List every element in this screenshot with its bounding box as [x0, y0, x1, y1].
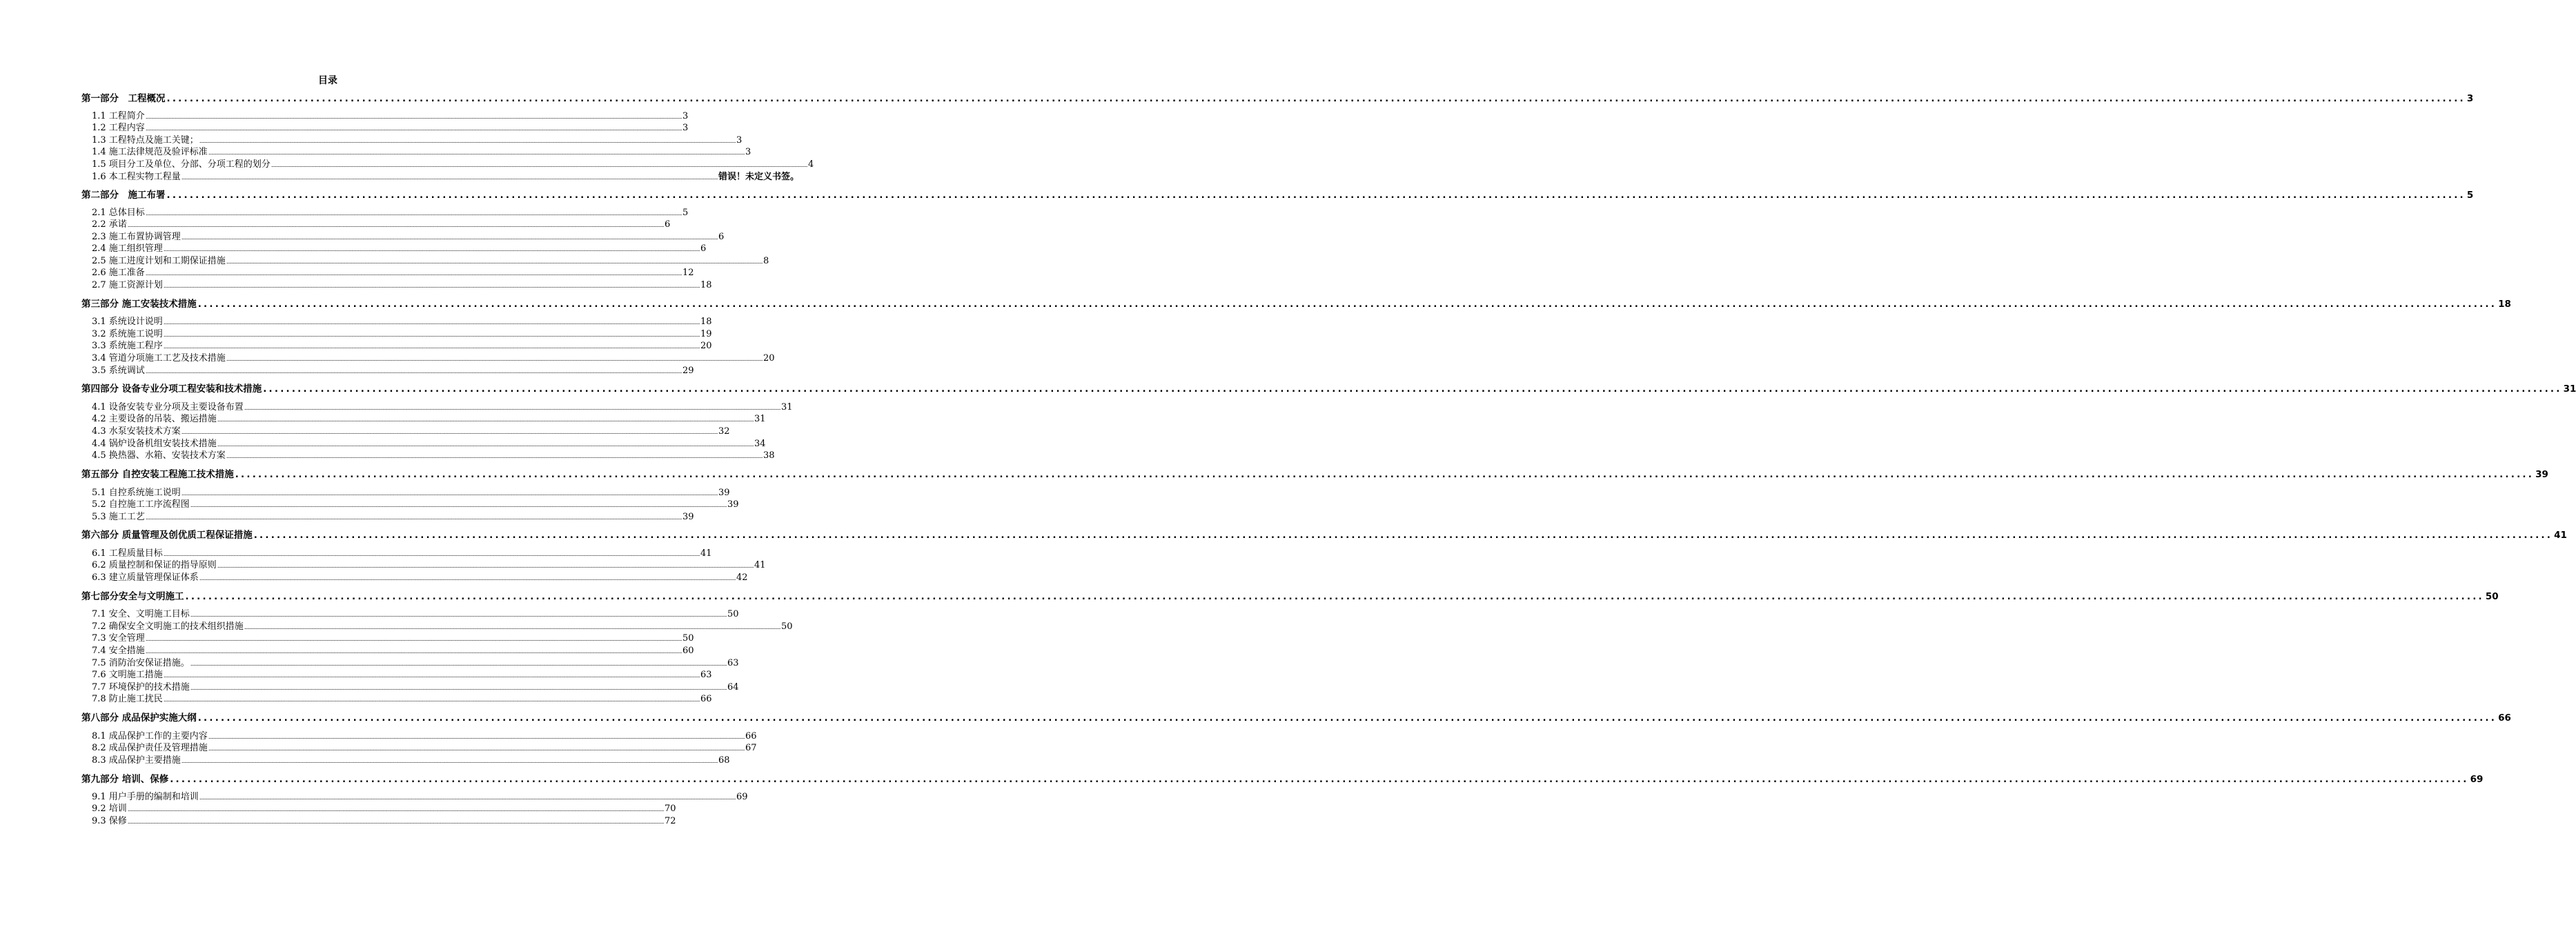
toc-entry-page-number: 6	[665, 219, 671, 230]
toc-entry-page-number: 3	[682, 123, 689, 133]
toc-entry-label: 1.3 工程特点及施工关键；	[92, 135, 199, 146]
dot-leader: ................................................................................................................................................................................................................................................................................................................................................................................................................	[199, 138, 736, 144]
toc-entry-page-number: 5	[682, 208, 689, 218]
dot-leader: ................................................................................................................................................................................................................................................................................................................................................................................................................	[145, 126, 682, 132]
toc-entry-page-number: 68	[718, 755, 730, 766]
toc-entry-page-number: 8	[763, 256, 769, 266]
dot-leader: ................................................................................................................................................................................................................................................................................................................................................................................................................	[145, 210, 682, 217]
toc-entry-page-number: 6	[700, 243, 707, 254]
toc-section-heading-label: 第四部分 设备专业分项工程安装和技术措施	[81, 383, 262, 395]
dot-leader: ................................................................................................................................................................................................................................................................................................................................................................................................................	[145, 368, 682, 375]
toc-entry-page-number: 60	[682, 646, 694, 656]
toc-entry-page-number: 12	[682, 268, 694, 278]
dot-leader: ................................................................................................................................................................................................................................................................................................................................................................................................................	[166, 190, 2466, 201]
dot-leader: ................................................................................................................................................................................................................................................................................................................................................................................................................	[127, 819, 665, 825]
toc-entry-label: 4.2 主要设备的吊装、搬运措施	[92, 414, 217, 424]
toc-entry[interactable]	[92, 134, 743, 146]
toc-entry-label: 4.4 锅炉设备机组安装技术措施	[92, 439, 217, 449]
toc-section-heading-page-number: 66	[2498, 712, 2511, 724]
toc-entry-page-number: 29	[682, 366, 694, 376]
toc-entry[interactable]	[92, 267, 694, 279]
toc-entry-page-number: 42	[736, 572, 748, 583]
dot-leader: ................................................................................................................................................................................................................................................................................................................................................................................................................	[163, 283, 700, 289]
toc-entry-page-number: 50	[781, 621, 793, 632]
toc-entry[interactable]	[92, 401, 793, 413]
toc-section-heading-label: 第一部分 工程概况	[81, 93, 166, 104]
dot-leader: ................................................................................................................................................................................................................................................................................................................................................................................................................	[217, 441, 754, 448]
dot-leader: ................................................................................................................................................................................................................................................................................................................................................................................................................	[127, 222, 665, 228]
dot-leader: ................................................................................................................................................................................................................................................................................................................................................................................................................	[208, 734, 745, 740]
toc-entry-label: 8.3 成品保护主要措施	[92, 755, 181, 766]
toc-entry[interactable]	[92, 742, 757, 754]
toc-entry-label: 6.2 质量控制和保证的指导原则	[92, 560, 217, 570]
toc-entry-page-number: 70	[665, 804, 676, 814]
toc-entry[interactable]	[92, 426, 730, 437]
toc-entry-label: 9.2 培训	[92, 804, 127, 814]
toc-section-heading-label: 第三部分 施工安装技术措施	[81, 299, 197, 310]
toc-entry[interactable]	[92, 122, 689, 134]
toc-entry-label: 7.4 安全措施	[92, 646, 145, 656]
dot-leader: ................................................................................................................................................................................................................................................................................................................................................................................................................	[244, 624, 781, 630]
toc-entry[interactable]	[92, 669, 712, 681]
toc-entry-label: 5.2 自控施工工序流程图	[92, 499, 190, 510]
dot-leader: ................................................................................................................................................................................................................................................................................................................................................................................................................	[170, 774, 2469, 785]
toc-entry[interactable]	[92, 548, 712, 559]
toc-entry-label: 1.5 项目分工及单位、分部、分项工程的划分	[92, 159, 271, 170]
toc-entry[interactable]	[92, 219, 671, 230]
toc-entry-page-number: 20	[763, 353, 775, 363]
toc-entry-label: 2.5 施工进度计划和工期保证措施	[92, 256, 226, 266]
dot-leader: ................................................................................................................................................................................................................................................................................................................................................................................................................	[217, 417, 754, 423]
toc-section-heading[interactable]	[81, 298, 2511, 310]
dot-leader: ................................................................................................................................................................................................................................................................................................................................................................................................................	[263, 383, 2562, 395]
toc-section-heading-label: 第五部分 自控安装工程施工技术措施	[81, 469, 234, 480]
dot-leader: ................................................................................................................................................................................................................................................................................................................................................................................................................	[166, 93, 2466, 104]
toc-entry-label: 4.5 换热器、水箱、安装技术方案	[92, 450, 226, 461]
toc-section-heading-label: 第九部分 培训、保修	[81, 774, 169, 785]
toc-entry-page-number: 39	[718, 488, 730, 498]
dot-leader: ................................................................................................................................................................................................................................................................................................................................................................................................................	[226, 356, 763, 362]
dot-leader: ................................................................................................................................................................................................................................................................................................................................................................................................................	[217, 563, 754, 569]
toc-entry-label: 4.3 水泵安装技术方案	[92, 426, 181, 437]
toc-entry-label: 1.4 施工法律规范及验评标准	[92, 147, 208, 157]
toc-entry[interactable]	[92, 146, 751, 158]
toc-entry[interactable]	[92, 730, 757, 742]
toc-entry-label: 2.4 施工组织管理	[92, 243, 163, 254]
dot-leader: ................................................................................................................................................................................................................................................................................................................................................................................................................	[197, 299, 2497, 310]
toc-entry-label: 5.3 施工工艺	[92, 512, 145, 522]
toc-section-heading-page-number: 39	[2535, 469, 2548, 480]
dot-leader: ................................................................................................................................................................................................................................................................................................................................................................................................................	[145, 636, 682, 642]
toc-entry-page-number: 6	[718, 232, 725, 242]
dot-leader: ................................................................................................................................................................................................................................................................................................................................................................................................................	[226, 453, 763, 459]
toc-entry-page-number: 41	[700, 548, 712, 559]
dot-leader: ................................................................................................................................................................................................................................................................................................................................................................................................................	[197, 712, 2497, 724]
toc-entry-page-number: 64	[727, 682, 739, 692]
toc-section-heading[interactable]	[81, 590, 2499, 603]
toc-entry[interactable]	[92, 632, 694, 644]
dot-leader: ................................................................................................................................................................................................................................................................................................................................................................................................................	[181, 175, 718, 181]
toc-entry[interactable]	[92, 499, 739, 510]
dot-leader: ................................................................................................................................................................................................................................................................................................................................................................................................................	[244, 405, 781, 411]
toc-entry-page-number: 67	[745, 743, 757, 753]
dot-leader: ................................................................................................................................................................................................................................................................................................................................................................................................................	[145, 648, 682, 655]
toc-section-heading-page-number: 18	[2498, 299, 2511, 310]
toc-section-heading[interactable]	[81, 712, 2511, 724]
toc-entry-label: 2.2 承诺	[92, 219, 127, 230]
toc-section-heading-label: 第八部分 成品保护实施大纲	[81, 712, 197, 724]
toc-entry[interactable]	[92, 572, 748, 584]
toc-section-heading-page-number: 50	[2485, 591, 2499, 602]
toc-entry-label: 8.2 成品保护责任及管理措施	[92, 743, 208, 753]
dot-leader: ................................................................................................................................................................................................................................................................................................................................................................................................................	[226, 259, 763, 265]
toc-entry[interactable]	[92, 316, 712, 328]
toc-entry-page-number: 4	[808, 159, 814, 170]
toc-entry-label: 9.3 保修	[92, 816, 127, 826]
dot-leader: ................................................................................................................................................................................................................................................................................................................................................................................................................	[145, 515, 682, 521]
dot-leader: ................................................................................................................................................................................................................................................................................................................................................................................................................	[181, 235, 718, 241]
toc-entry-label: 7.2 确保安全文明施工的技术组织措施	[92, 621, 244, 632]
toc-entry-label: 2.7 施工资源计划	[92, 280, 163, 290]
toc-section-heading-label: 第六部分 质量管理及创优质工程保证措施	[81, 530, 253, 541]
toc-entry-page-number: 20	[700, 341, 712, 351]
toc-entry-page-number: 63	[727, 658, 739, 668]
toc-entry-label: 1.2 工程内容	[92, 123, 145, 133]
toc-entry[interactable]	[92, 171, 800, 183]
toc-entry-page-number: 66	[700, 694, 712, 704]
dot-leader: ................................................................................................................................................................................................................................................................................................................................................................................................................	[163, 697, 700, 703]
toc-entry-label: 3.4 管道分项施工工艺及技术措施	[92, 353, 226, 363]
toc-section-heading[interactable]	[81, 189, 2474, 201]
toc-entry-label: 2.6 施工准备	[92, 268, 145, 278]
toc-entry-label: 8.1 成品保护工作的主要内容	[92, 731, 208, 741]
toc-section-heading[interactable]	[81, 529, 2567, 541]
dot-leader: ................................................................................................................................................................................................................................................................................................................................................................................................................	[163, 672, 700, 679]
toc-entry[interactable]	[92, 365, 694, 377]
toc-entry-label: 9.1 用户手册的编制和培训	[92, 792, 199, 802]
toc-entry[interactable]	[92, 352, 775, 364]
toc-entry-page-number: 39	[682, 512, 694, 522]
toc-entry[interactable]	[92, 340, 712, 352]
toc-entry[interactable]	[92, 511, 694, 523]
toc-entry[interactable]	[92, 255, 769, 267]
toc-entry[interactable]	[92, 159, 814, 170]
dot-leader: ................................................................................................................................................................................................................................................................................................................................................................................................................	[190, 685, 727, 691]
toc-entry-page-number: 50	[682, 633, 694, 644]
toc-section-heading[interactable]	[81, 773, 2484, 786]
dot-leader: ................................................................................................................................................................................................................................................................................................................................................................................................................	[190, 502, 727, 508]
toc-section-heading-page-number: 5	[2466, 190, 2474, 201]
toc-entry-page-number: 31	[754, 414, 766, 424]
toc-entry[interactable]	[92, 328, 712, 340]
toc-section-heading-label: 第七部分安全与文明施工	[81, 591, 184, 602]
toc-entry-label: 3.1 系统设计说明	[92, 317, 163, 327]
toc-entry-label: 1.1 工程简介	[92, 111, 145, 121]
toc-entry-label: 6.1 工程质量目标	[92, 548, 163, 559]
toc-entry-label: 7.7 环境保护的技术措施	[92, 682, 190, 692]
toc-entry-page-number: 18	[700, 280, 712, 290]
toc-entry-label: 4.1 设备安装专业分项及主要设备布置	[92, 402, 244, 412]
toc-entry-label: 3.2 系统施工说明	[92, 329, 163, 339]
toc-entry-page-number: 34	[754, 439, 766, 449]
toc-entry[interactable]	[92, 279, 712, 291]
toc-section-heading-label: 第二部分 施工布署	[81, 190, 166, 201]
dot-leader: ................................................................................................................................................................................................................................................................................................................................................................................................................	[185, 591, 2484, 602]
toc-entry-label: 6.3 建立质量管理保证体系	[92, 572, 199, 583]
dot-leader: ................................................................................................................................................................................................................................................................................................................................................................................................................	[145, 270, 682, 277]
toc-entry[interactable]	[92, 450, 775, 461]
toc-entry-page-number: 3	[736, 135, 743, 146]
dot-leader: ................................................................................................................................................................................................................................................................................................................................................................................................................	[163, 246, 700, 252]
toc-section-heading[interactable]	[81, 383, 2576, 395]
toc-entry-page-number: 3	[745, 147, 751, 157]
toc-entry-label: 2.3 施工布置协调管理	[92, 232, 181, 242]
dot-leader: ................................................................................................................................................................................................................................................................................................................................................................................................................	[145, 114, 682, 120]
toc-entry-page-number: 31	[781, 402, 793, 412]
toc-entry-page-number: 72	[665, 816, 676, 826]
toc-title: 目录	[318, 75, 337, 86]
toc-entry[interactable]	[92, 755, 730, 766]
toc-section-heading[interactable]	[81, 92, 2474, 105]
toc-entry[interactable]	[92, 243, 707, 255]
toc-entry-label: 7.6 文明施工措施	[92, 670, 163, 680]
toc-entry[interactable]	[92, 657, 739, 669]
toc-section-heading-page-number: 69	[2470, 774, 2484, 785]
dot-leader: ................................................................................................................................................................................................................................................................................................................................................................................................................	[181, 490, 718, 497]
dot-leader: ................................................................................................................................................................................................................................................................................................................................................................................................................	[163, 332, 700, 338]
toc-entry-label: 7.5 消防治安保证措施。	[92, 658, 190, 668]
toc-entry[interactable]	[92, 621, 793, 632]
toc-section-heading-page-number: 41	[2554, 530, 2567, 541]
toc-entry[interactable]	[92, 413, 766, 425]
toc-section-heading-page-number: 3	[2466, 93, 2474, 104]
toc-section-heading-page-number: 31	[2563, 383, 2576, 395]
toc-entry-page-number: 错误！未定义书签。	[718, 172, 800, 182]
toc-entry-page-number: 69	[736, 792, 748, 802]
toc-entry[interactable]	[92, 207, 689, 219]
toc-entry[interactable]	[92, 645, 694, 657]
toc-entry-page-number: 18	[700, 317, 712, 327]
dot-leader: ................................................................................................................................................................................................................................................................................................................................................................................................................	[181, 758, 718, 764]
toc-entry-page-number: 66	[745, 731, 757, 741]
toc-entry[interactable]	[92, 438, 766, 450]
toc-section-heading[interactable]	[81, 468, 2548, 481]
dot-leader: ................................................................................................................................................................................................................................................................................................................................................................................................................	[199, 575, 736, 581]
dot-leader: ................................................................................................................................................................................................................................................................................................................................................................................................................	[181, 429, 718, 435]
toc-entry-page-number: 63	[700, 670, 712, 680]
toc-entry-page-number: 39	[727, 499, 739, 510]
toc-entry-label: 7.8 防止施工扰民	[92, 694, 163, 704]
toc-entry[interactable]	[92, 693, 712, 705]
toc-entry-page-number: 38	[763, 450, 775, 461]
toc-entry-label: 1.6 本工程实物工程量	[92, 172, 181, 182]
toc-entry-label: 2.1 总体目标	[92, 208, 145, 218]
toc-entry[interactable]	[92, 791, 748, 803]
toc-entry[interactable]	[92, 815, 676, 827]
dot-leader: ................................................................................................................................................................................................................................................................................................................................................................................................................	[163, 343, 700, 350]
dot-leader: ................................................................................................................................................................................................................................................................................................................................................................................................................	[190, 661, 727, 667]
toc-entry[interactable]	[92, 681, 739, 693]
toc-entry[interactable]	[92, 231, 725, 243]
toc-entry-label: 7.3 安全管理	[92, 633, 145, 644]
toc-entry-label: 7.1 安全、文明施工目标	[92, 609, 190, 619]
dot-leader: ................................................................................................................................................................................................................................................................................................................................................................................................................	[208, 746, 745, 752]
dot-leader: ................................................................................................................................................................................................................................................................................................................................................................................................................	[163, 319, 700, 326]
toc-entry[interactable]	[92, 110, 689, 122]
dot-leader: ................................................................................................................................................................................................................................................................................................................................................................................................................	[271, 162, 808, 168]
toc-entry-label: 3.3 系统施工程序	[92, 341, 163, 351]
dot-leader: ................................................................................................................................................................................................................................................................................................................................................................................................................	[235, 469, 2535, 480]
toc-entry-page-number: 50	[727, 609, 739, 619]
dot-leader: ................................................................................................................................................................................................................................................................................................................................................................................................................	[127, 806, 665, 813]
toc-entry-page-number: 19	[700, 329, 712, 339]
dot-leader: ................................................................................................................................................................................................................................................................................................................................................................................................................	[199, 795, 736, 801]
toc-entry[interactable]	[92, 608, 739, 620]
toc-entry[interactable]	[92, 559, 766, 571]
dot-leader: ................................................................................................................................................................................................................................................................................................................................................................................................................	[190, 612, 727, 618]
toc-entry-page-number: 3	[682, 111, 689, 121]
toc-entry[interactable]	[92, 487, 730, 499]
toc-entry-label: 3.5 系统调试	[92, 366, 145, 376]
toc-entry-page-number: 32	[718, 426, 730, 437]
toc-entry[interactable]	[92, 803, 676, 815]
toc-entry-label: 5.1 自控系统施工说明	[92, 488, 181, 498]
dot-leader: ................................................................................................................................................................................................................................................................................................................................................................................................................	[253, 530, 2553, 541]
dot-leader: ................................................................................................................................................................................................................................................................................................................................................................................................................	[163, 551, 700, 557]
toc-entry-page-number: 41	[754, 560, 766, 570]
dot-leader: ................................................................................................................................................................................................................................................................................................................................................................................................................	[208, 150, 745, 156]
